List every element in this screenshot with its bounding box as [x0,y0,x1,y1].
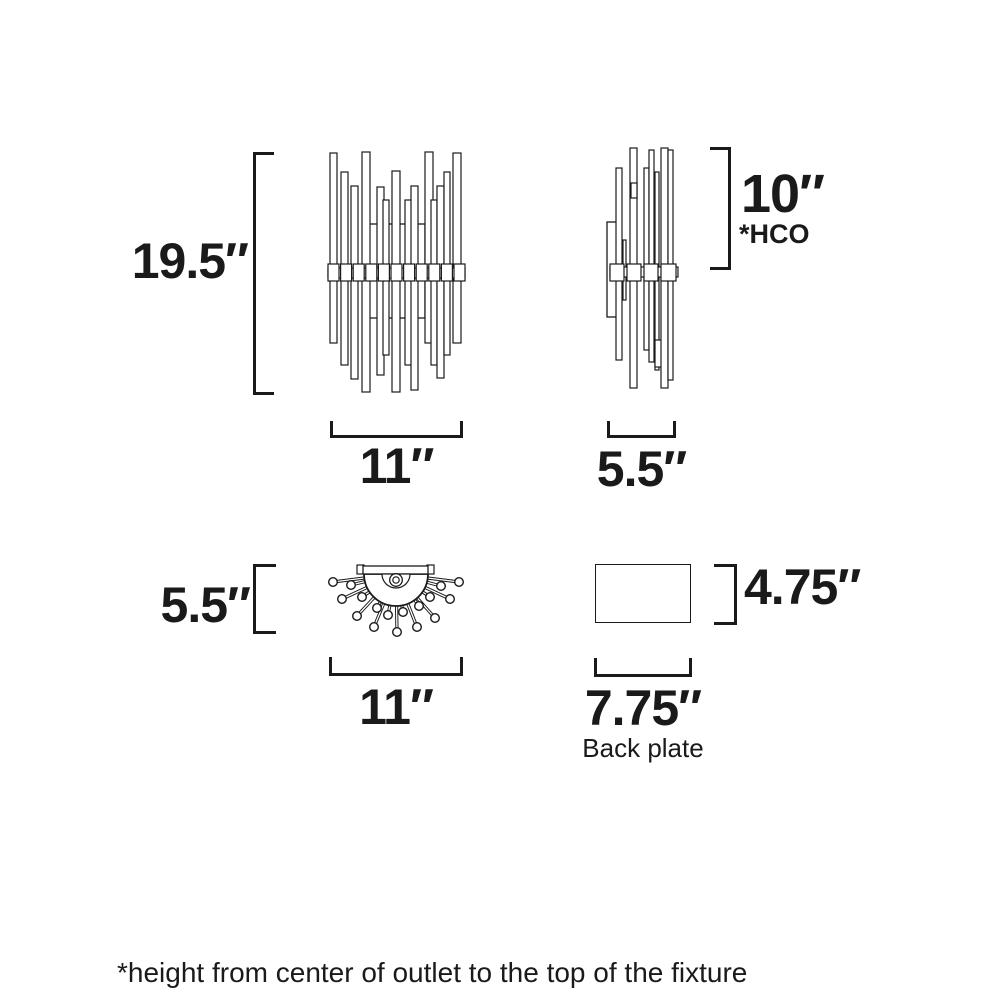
backplate-width-bracket [594,658,692,677]
front-width-label: 11″ [359,438,434,494]
side-view-drawing [600,145,690,410]
height-bracket-19-5 [253,152,274,395]
hco-height-label: 10″ [741,164,824,224]
bottom-width-bracket [329,657,463,676]
socket-inner-circle [393,577,399,583]
backplate-height-label: 4.75″ [744,559,861,615]
front-width-bracket [330,421,463,438]
backplate-height-bracket [714,564,737,625]
side-width-label: 5.5″ [596,441,687,497]
bottom-width-label: 11″ [359,679,433,735]
depth-bracket [253,564,276,634]
side-width-bracket [607,421,676,438]
front-view-drawing [325,148,470,408]
bottom-view-drawing [320,558,472,643]
backplate-drawing [595,564,691,623]
bottom-depth-label: 5.5″ [160,577,250,633]
side-center-band [610,264,678,281]
hco-note-label: *HCO [739,219,810,249]
hco-bracket [710,147,731,270]
hco-footnote: *height from center of outlet to the top of the fixture [117,957,748,988]
backplate-width-label: 7.75″ [584,680,702,736]
front-center-band [328,264,465,281]
bottom-body [357,565,434,606]
front-height-label: 19.5″ [131,233,248,289]
backplate-caption: Back plate [582,733,704,763]
